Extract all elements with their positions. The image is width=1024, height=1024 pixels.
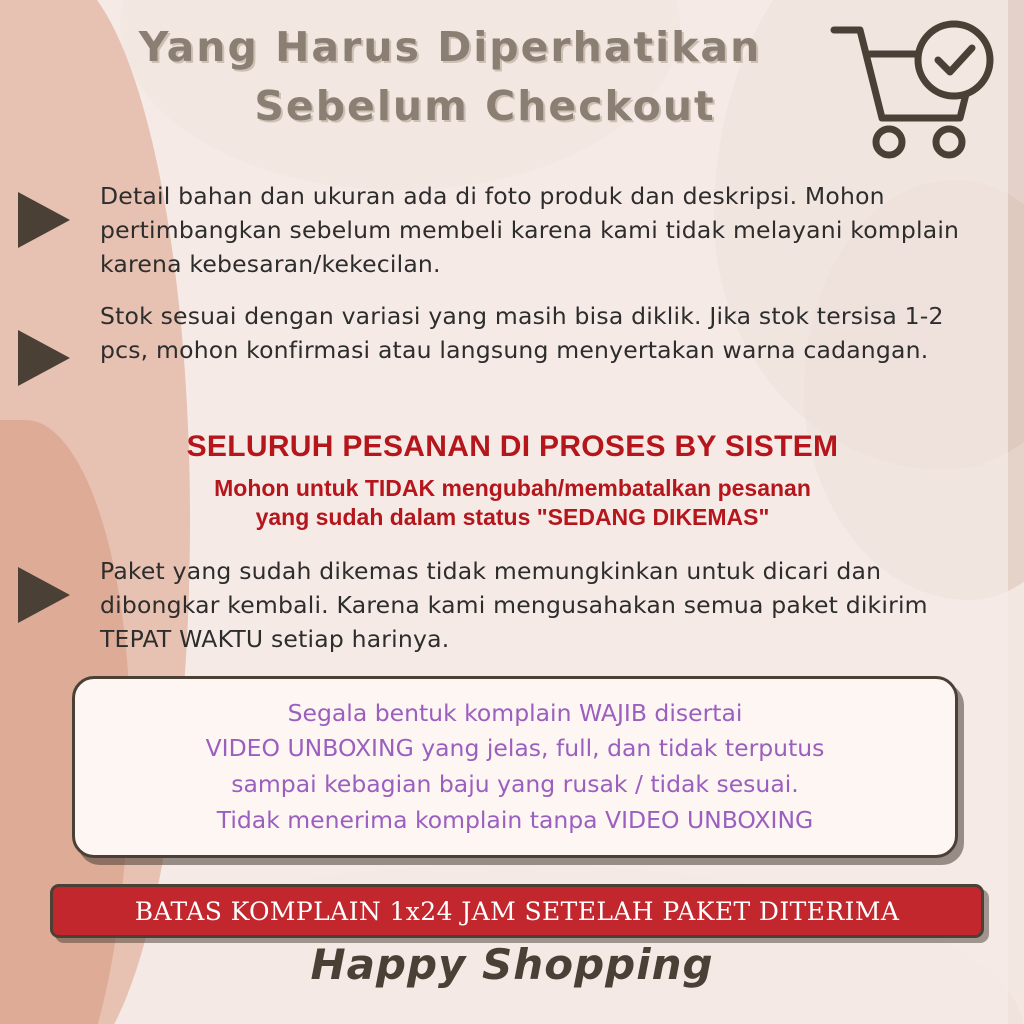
footer-happy-shopping: Happy Shopping [310, 940, 714, 989]
system-process-subline-2: yang sudah dalam status "SEDANG DIKEMAS" [255, 503, 770, 530]
complaint-deadline-banner [50, 884, 984, 938]
triangle-arrow-icon [18, 330, 70, 386]
video-unboxing-line-3: sampai kebagian baju yang rusak / tidak sesuai. [231, 770, 799, 798]
video-unboxing-line-1: Segala bentuk komplain WAJIB disertai [287, 698, 743, 727]
bullet-item-3 [18, 555, 1008, 656]
video-unboxing-line-2: VIDEO UNBOXING yang jelas, full, dan tidak terputus [205, 734, 825, 763]
triangle-arrow-icon [18, 567, 70, 623]
video-unboxing-text [192, 696, 839, 839]
system-process-subline-1: Mohon untuk TIDAK mengubah/membatalkan pesanan [214, 475, 811, 501]
triangle-arrow-icon [18, 192, 70, 248]
bullet-item-1 [18, 180, 1008, 281]
bullet-item-3-text: Paket yang sudah dikemas tidak memungkinkan untuk dicari dan dibongkar kembali. Karena kami mengusahakan semua paket dikirim TEPAT WAKTU setiap harinya. [100, 557, 928, 653]
system-process-headline: SELURUH PESANAN DI PROSES BY SISTEM [186, 430, 839, 463]
bullet-item-2 [18, 300, 1008, 386]
bullet-item-1-text: Detail bahan dan ukuran ada di foto produk dan deskripsi. Mohon pertimbangkan sebelum membeli karena kami tidak melayani komplain karena kebesaran/kekecilan. [100, 182, 960, 278]
video-unboxing-line-4: Tidak menerima komplain tanpa VIDEO UNBOXING [216, 805, 814, 834]
page-title-line-2: Sebelum Checkout [254, 82, 716, 131]
page-title-line-1: Yang Harus Diperhatikan [138, 23, 762, 71]
video-unboxing-box [72, 676, 958, 858]
complaint-deadline-text: BATAS KOMPLAIN 1x24 JAM SETELAH PAKET DITERIMA [134, 896, 900, 926]
shopping-cart-check-icon [826, 14, 996, 169]
bullet-item-2-text: Stok sesuai dengan variasi yang masih bisa diklik. Jika stok tersisa 1-2 pcs, mohon konfirmasi atau langsung menyertakan warna cadangan. [100, 302, 944, 364]
page-title [60, 18, 840, 137]
system-process-notice [60, 430, 965, 532]
